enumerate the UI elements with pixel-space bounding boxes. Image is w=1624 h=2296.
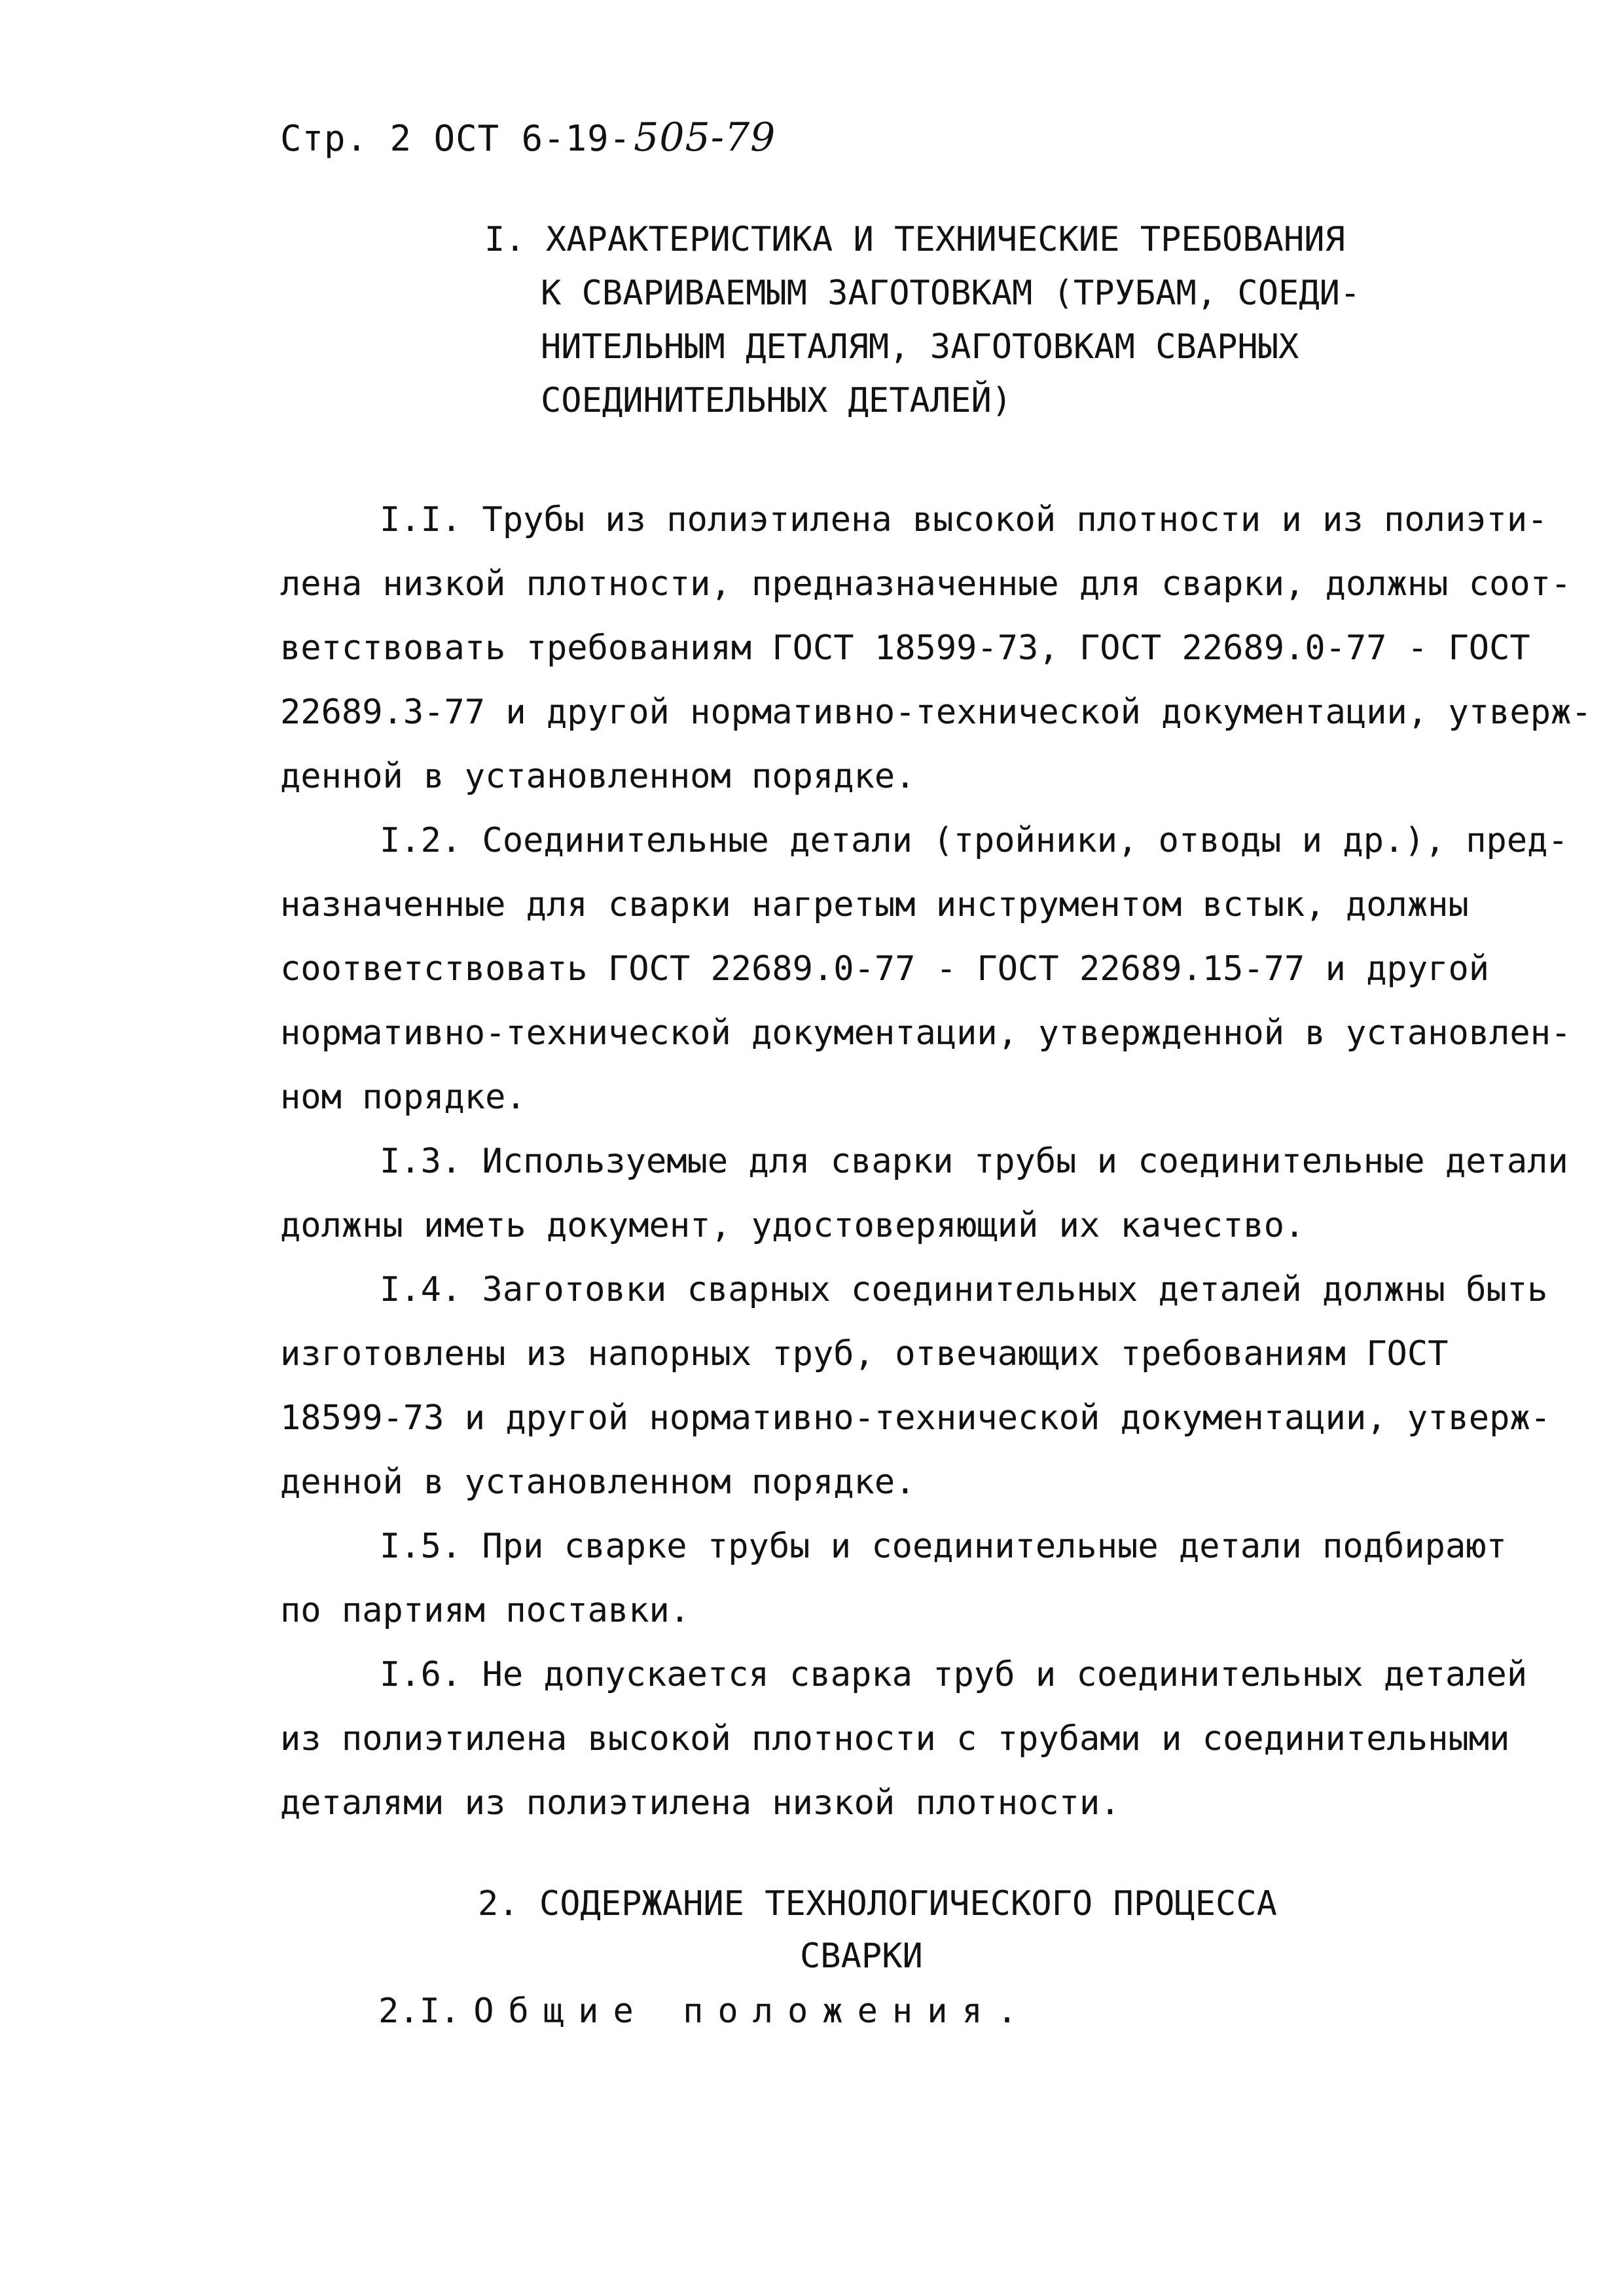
section-1-title-line: НИТЕЛЬНЫМ ДЕТАЛЯМ, ЗАГОТОВКАМ СВАРНЫХ <box>541 327 1299 367</box>
paragraph-1-1 <box>280 488 1592 809</box>
paragraph-line: по партиям поставки. <box>280 1591 691 1630</box>
paragraph-line: I.3. Используемые для сварки трубы и соединительные детали <box>380 1142 1568 1181</box>
paragraph-line: ном порядке. <box>280 1078 526 1117</box>
paragraph-line: соответствовать ГОСТ 22689.0-77 - ГОСТ 22689.15-77 и другой <box>280 949 1490 989</box>
section-1-body <box>280 488 1592 1835</box>
paragraph-line: денной в установленном порядке. <box>280 757 916 796</box>
paragraph-line: I.I. Трубы из полиэтилена высокой плотности и из полиэти- <box>380 500 1548 539</box>
section-1-title-line: К СВАРИВАЕМЫМ ЗАГОТОВКАМ (ТРУБАМ, СОЕДИ- <box>541 274 1361 313</box>
paragraph-line: деталями из полиэтилена низкой плотности. <box>280 1783 1121 1823</box>
paragraph-line: лена низкой плотности, предназначенные для сварки, должны соот- <box>280 564 1572 604</box>
header-designation: Стр. 2 ОСТ 6-19- <box>280 118 632 159</box>
paragraph-line: I.4. Заготовки сварных соединительных деталей должны быть <box>380 1270 1548 1309</box>
subsection-2-1-heading <box>378 1992 1032 2031</box>
subsection-title: Общие положения. <box>473 1992 1032 2031</box>
section-2-title-line: СВАРКИ <box>800 1937 923 1976</box>
paragraph-1-6 <box>280 1643 1557 1835</box>
paragraph-line: нормативно-технической документации, утвержденной в установлен- <box>280 1013 1572 1053</box>
paragraph-line: назначенные для сварки нагретым инструментом встык, должны <box>280 885 1469 924</box>
paragraph-line: ветствовать требованиям ГОСТ 18599-73, ГОСТ 22689.0-77 - ГОСТ <box>280 629 1530 668</box>
section-1-title-line: СОЕДИНИТЕЛЬНЫХ ДЕТАЛЕЙ) <box>541 381 1013 420</box>
paragraph-line: 22689.3-77 и другой нормативно-технической документации, утверж- <box>280 693 1592 732</box>
section-1-title <box>484 213 1434 428</box>
paragraph-line: изготовлены из напорных труб, отвечающих требованиям ГОСТ <box>280 1334 1449 1374</box>
paragraph-line: 18599-73 и другой нормативно-технической документации, утверж- <box>280 1398 1551 1438</box>
paragraph-1-4 <box>280 1258 1557 1514</box>
paragraph-line: из полиэтилена высокой плотности с трубами и соединительными <box>280 1719 1510 1758</box>
paragraph-1-3 <box>280 1129 1568 1258</box>
paragraph-line: I.5. При сварке трубы и соединительные детали подбирают <box>380 1527 1507 1566</box>
paragraph-1-5 <box>280 1514 1557 1643</box>
subsection-number: 2.I. <box>378 1992 461 2031</box>
paragraph-line: I.6. Не допускается сварка труб и соединительных деталей <box>380 1655 1528 1694</box>
page-header <box>280 115 776 160</box>
paragraph-line: должны иметь документ, удостоверяющий их качество. <box>280 1206 1305 1245</box>
section-2-title-line: 2. СОДЕРЖАНИЕ ТЕХНОЛОГИЧЕСКОГО ПРОЦЕССА <box>478 1884 1277 1923</box>
section-2-title <box>478 1878 1329 1982</box>
paragraph-1-2 <box>280 809 1572 1129</box>
paragraph-line: денной в установленном порядке. <box>280 1463 916 1502</box>
section-1-title-line: I. ХАРАКТЕРИСТИКА И ТЕХНИЧЕСКИЕ ТРЕБОВАНИЯ <box>484 220 1345 259</box>
handwritten-standard-number: 505-79 <box>634 115 776 160</box>
paragraph-line: I.2. Соединительные детали (тройники, отводы и др.), пред- <box>380 821 1568 860</box>
